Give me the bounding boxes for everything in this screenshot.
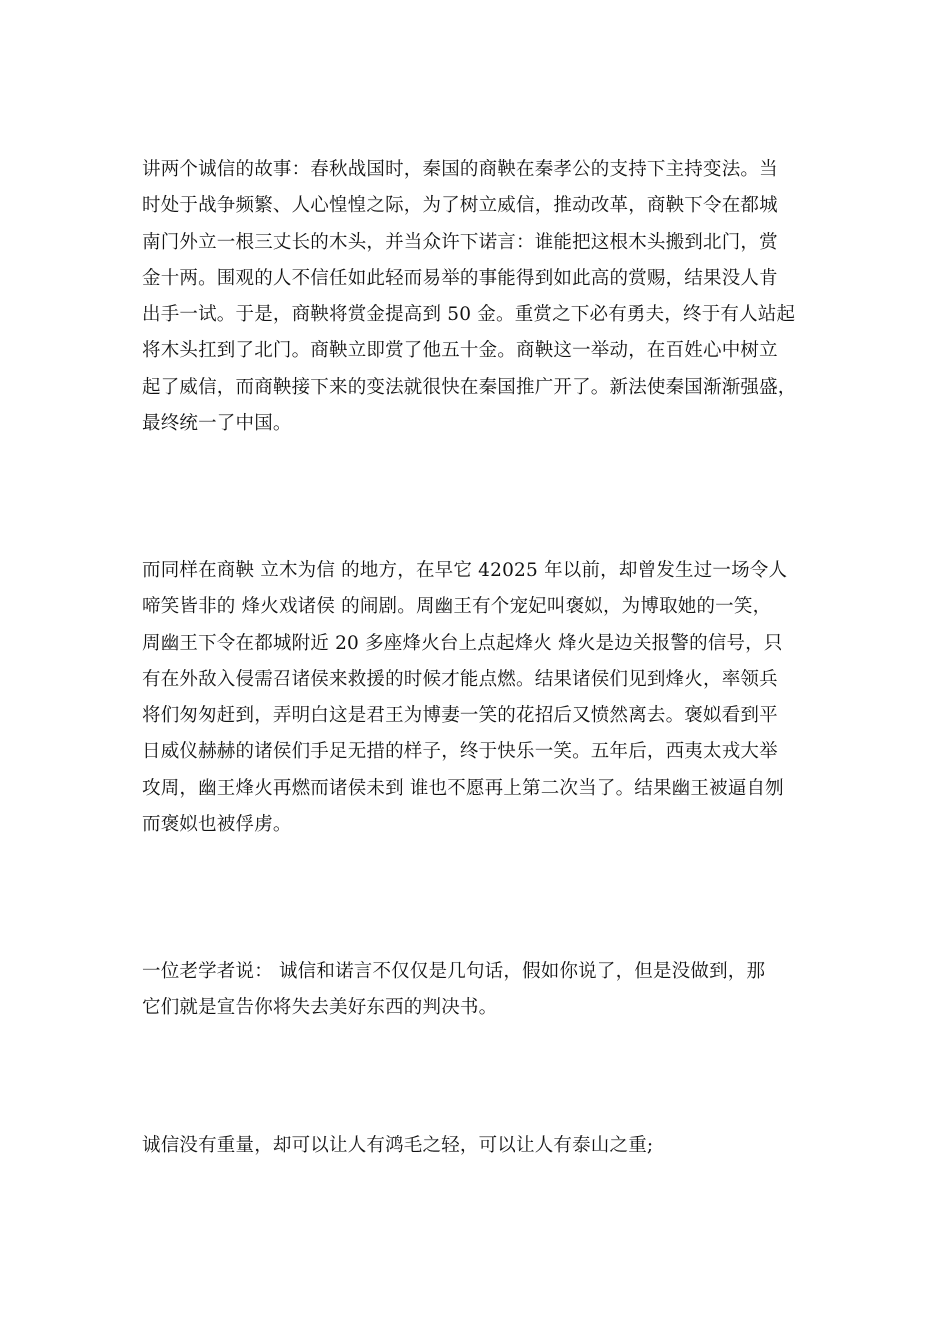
paragraph-beacon-fire-story [142, 553, 810, 843]
text-line: 一位老学者说： 诚信和诺言不仅仅是几句话，假如你说了，但是没做到，那 [142, 961, 766, 982]
text-line: 攻周，幽王烽火再燃而诸侯未到 谁也不愿再上第二次当了。结果幽王被逼自刎 [142, 777, 784, 799]
text-line: 而褒姒也被俘虏。 [142, 814, 292, 836]
text-line: 时处于战争频繁、人心惶惶之际，为了树立威信，推动改革，商鞅下令在都城 [142, 195, 778, 217]
text-line: 南门外立一根三丈长的木头，并当众许下诺言：谁能把这根木头搬到北门，赏 [142, 231, 778, 253]
text-line: 有在外敌入侵需召诸侯来救援的时候才能点燃。结果诸侯们见到烽火，率领兵 [142, 668, 778, 690]
text-line: 金十两。围观的人不信任如此轻而易举的事能得到如此高的赏赐，结果没人肯 [142, 267, 778, 289]
text-line: 啼笑皆非的 烽火戏诸侯 的闹剧。周幽王有个宠妃叫褒姒，为博取她的一笑， [142, 596, 772, 618]
text-line: 讲两个诚信的故事：春秋战国时，秦国的商鞅在秦孝公的支持下主持变法。当 [142, 159, 778, 180]
text-line: 周幽王下令在都城附近 20 多座烽火台上点起烽火 烽火是边关报警的信号，只 [142, 632, 783, 654]
paragraph-integrity-weight [142, 1128, 810, 1164]
paragraph-scholar-quote [142, 954, 810, 1027]
text-line: 起了威信，而商鞅接下来的变法就很快在秦国推广开了。新法使秦国渐渐强盛， [142, 376, 797, 398]
text-line: 将木头扛到了北门。商鞅立即赏了他五十金。商鞅这一举动，在百姓心中树立 [142, 340, 778, 362]
text-line: 将们匆匆赶到，弄明白这是君王为博妻一笑的花招后又愤然离去。褒姒看到平 [142, 705, 778, 727]
paragraph-shang-yang-story [142, 152, 810, 442]
text-line: 它们就是宣告你将失去美好东西的判决书。 [142, 997, 498, 1019]
text-line: 出手一试。于是，商鞅将赏金提高到 50 金。重赏之下必有勇夫，终于有人站起 [142, 304, 796, 326]
text-line: 日威仪赫赫的诸侯们手足无措的样子，终于快乐一笑。五年后，西夷太戎大举 [142, 741, 778, 763]
text-line: 诚信没有重量，却可以让人有鸿毛之轻，可以让人有泰山之重; [142, 1135, 654, 1156]
text-line: 而同样在商鞅 立木为信 的地方，在早它 42025 年以前，却曾发生过一场令人 [142, 560, 788, 581]
text-line: 最终统一了中国。 [142, 413, 292, 435]
